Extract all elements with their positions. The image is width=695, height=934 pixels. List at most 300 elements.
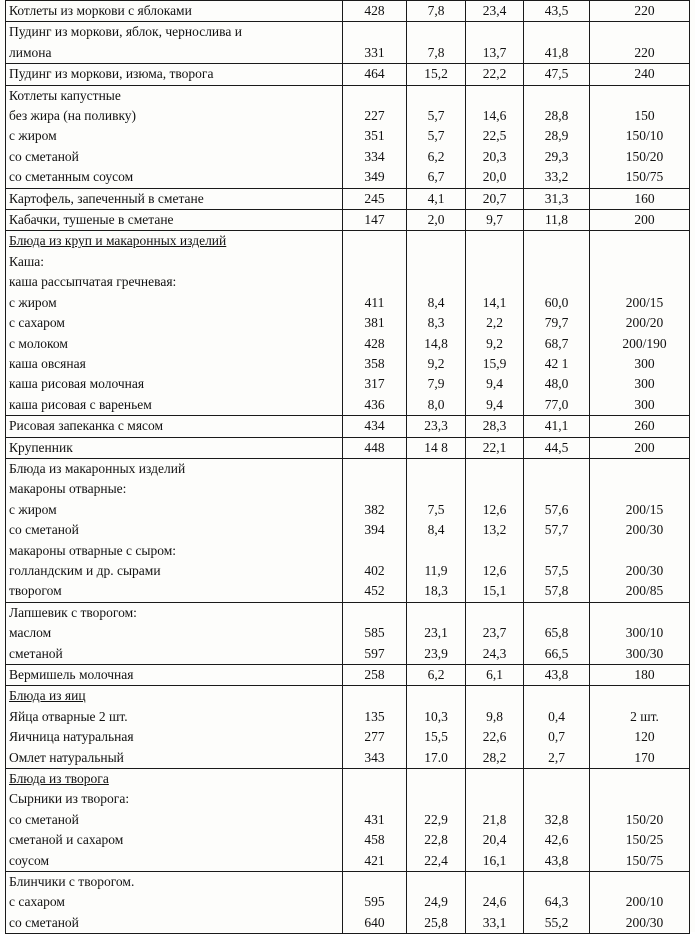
dish-name-cell: Вермишель молочная (6, 665, 343, 686)
portion-cell: 150 (590, 106, 690, 126)
table-row (6, 395, 690, 416)
fat-cell: 12,6 (466, 561, 524, 581)
protein-cell: 22,9 (407, 810, 466, 830)
dish-name-cell: Блинчики с творогом. (6, 872, 343, 893)
table-row (6, 106, 690, 126)
carbs-cell: 42,6 (524, 830, 590, 850)
fat-cell: 2,2 (466, 313, 524, 333)
fat-cell: 16,1 (466, 851, 524, 872)
protein-cell: 15,5 (407, 727, 466, 747)
protein-cell: 7,8 (407, 43, 466, 64)
dish-name-cell: Картофель, запеченный в сметане (6, 188, 343, 209)
fat-cell (466, 769, 524, 790)
portion-cell (590, 479, 690, 499)
protein-cell (407, 458, 466, 479)
carbs-cell: 43,8 (524, 665, 590, 686)
fat-cell: 22,5 (466, 126, 524, 146)
dish-name-cell: соусом (6, 851, 343, 872)
table-row (6, 64, 690, 85)
carbs-cell: 28,8 (524, 106, 590, 126)
table-row (6, 416, 690, 437)
table-row (6, 374, 690, 394)
fat-cell: 28,2 (466, 748, 524, 769)
protein-cell (407, 85, 466, 106)
fat-cell: 14,1 (466, 293, 524, 313)
dish-name-cell: Блюда из макаронных изделий (6, 458, 343, 479)
table-row (6, 334, 690, 354)
table-row (6, 892, 690, 912)
portion-cell: 200/30 (590, 913, 690, 934)
table-group (6, 458, 690, 602)
protein-cell: 18,3 (407, 581, 466, 602)
protein-cell: 7,9 (407, 374, 466, 394)
table-row (6, 789, 690, 809)
dish-name-cell: Пудинг из моркови, изюма, творога (6, 64, 343, 85)
fat-cell (466, 602, 524, 623)
dish-name-cell: каша рассыпчатая гречневая: (6, 272, 343, 292)
calories-cell: 358 (343, 354, 407, 374)
fat-cell: 24,6 (466, 892, 524, 912)
protein-cell: 24,9 (407, 892, 466, 912)
calories-cell (343, 686, 407, 707)
section-header: Блюда из яиц (6, 686, 343, 707)
portion-cell: 200/15 (590, 500, 690, 520)
portion-cell (590, 85, 690, 106)
dish-name-cell: Каша: (6, 252, 343, 272)
dish-name-cell: голландским и др. сырами (6, 561, 343, 581)
calories-cell (343, 789, 407, 809)
dish-name-cell: каша рисовая молочная (6, 374, 343, 394)
portion-cell (590, 686, 690, 707)
protein-cell: 2,0 (407, 210, 466, 231)
portion-cell (590, 22, 690, 43)
table-row (6, 22, 690, 43)
dish-name-cell: сметаной и сахаром (6, 830, 343, 850)
table-row (6, 830, 690, 850)
carbs-cell (524, 252, 590, 272)
portion-cell: 240 (590, 64, 690, 85)
carbs-cell: 43,8 (524, 851, 590, 872)
table-row (6, 272, 690, 292)
portion-cell (590, 541, 690, 561)
dish-name-cell: макароны отварные с сыром: (6, 541, 343, 561)
fat-cell: 15,9 (466, 354, 524, 374)
calories-cell: 245 (343, 188, 407, 209)
portion-cell: 160 (590, 188, 690, 209)
portion-cell: 260 (590, 416, 690, 437)
table-row (6, 210, 690, 231)
table-row (6, 623, 690, 643)
fat-cell: 22,1 (466, 437, 524, 458)
protein-cell (407, 252, 466, 272)
table-row (6, 85, 690, 106)
portion-cell: 200 (590, 210, 690, 231)
calories-cell (343, 85, 407, 106)
table-group (6, 686, 690, 769)
carbs-cell: 0,4 (524, 707, 590, 727)
table-row (6, 126, 690, 146)
portion-cell: 200/30 (590, 520, 690, 540)
portion-cell: 150/10 (590, 126, 690, 146)
table-group (6, 665, 690, 686)
fat-cell: 20,3 (466, 147, 524, 167)
portion-cell (590, 272, 690, 292)
protein-cell (407, 272, 466, 292)
table-group (6, 231, 690, 416)
calories-cell: 317 (343, 374, 407, 394)
dish-name-cell: каша рисовая с вареньем (6, 395, 343, 416)
calories-cell: 436 (343, 395, 407, 416)
table-row (6, 769, 690, 790)
dish-name-cell: с молоком (6, 334, 343, 354)
table-row (6, 354, 690, 374)
carbs-cell (524, 789, 590, 809)
portion-cell: 150/75 (590, 167, 690, 188)
table-row (6, 500, 690, 520)
table-row (6, 581, 690, 602)
protein-cell (407, 541, 466, 561)
portion-cell: 300/30 (590, 644, 690, 665)
calories-cell (343, 231, 407, 252)
fat-cell: 15,1 (466, 581, 524, 602)
dish-name-cell: Омлет натуральный (6, 748, 343, 769)
table-group (6, 872, 690, 934)
carbs-cell (524, 85, 590, 106)
portion-cell: 220 (590, 1, 690, 22)
carbs-cell: 47,5 (524, 64, 590, 85)
carbs-cell: 57,5 (524, 561, 590, 581)
portion-cell: 200/30 (590, 561, 690, 581)
fat-cell: 9,7 (466, 210, 524, 231)
carbs-cell: 66,5 (524, 644, 590, 665)
fat-cell: 28,3 (466, 416, 524, 437)
table-row (6, 541, 690, 561)
dish-name-cell: Сырники из творога: (6, 789, 343, 809)
portion-cell (590, 231, 690, 252)
dish-name-cell: Яичница натуральная (6, 727, 343, 747)
table-group (6, 769, 690, 872)
calories-cell: 448 (343, 437, 407, 458)
carbs-cell: 41,1 (524, 416, 590, 437)
fat-cell (466, 686, 524, 707)
portion-cell: 200/85 (590, 581, 690, 602)
carbs-cell: 55,2 (524, 913, 590, 934)
protein-cell: 6,2 (407, 147, 466, 167)
dish-name-cell: без жира (на поливку) (6, 106, 343, 126)
carbs-cell: 11,8 (524, 210, 590, 231)
protein-cell: 23,9 (407, 644, 466, 665)
table-row (6, 188, 690, 209)
protein-cell: 17.0 (407, 748, 466, 769)
carbs-cell: 60,0 (524, 293, 590, 313)
portion-cell: 120 (590, 727, 690, 747)
fat-cell (466, 872, 524, 893)
fat-cell (466, 252, 524, 272)
calories-cell: 431 (343, 810, 407, 830)
carbs-cell: 57,8 (524, 581, 590, 602)
calories-cell: 394 (343, 520, 407, 540)
calories-cell (343, 769, 407, 790)
calories-cell: 428 (343, 1, 407, 22)
calories-cell: 227 (343, 106, 407, 126)
portion-cell (590, 872, 690, 893)
protein-cell: 9,2 (407, 354, 466, 374)
portion-cell: 300 (590, 374, 690, 394)
fat-cell: 14,6 (466, 106, 524, 126)
calories-cell (343, 272, 407, 292)
carbs-cell: 28,9 (524, 126, 590, 146)
carbs-cell: 77,0 (524, 395, 590, 416)
table-group (6, 210, 690, 231)
dish-name-cell: с жиром (6, 293, 343, 313)
dish-name-cell: творогом (6, 581, 343, 602)
carbs-cell: 68,7 (524, 334, 590, 354)
dish-name-cell: с сахаром (6, 892, 343, 912)
dish-name-cell: Рисовая запеканка с мясом (6, 416, 343, 437)
calories-cell: 349 (343, 167, 407, 188)
protein-cell: 10,3 (407, 707, 466, 727)
fat-cell (466, 479, 524, 499)
protein-cell: 14,8 (407, 334, 466, 354)
table-row (6, 602, 690, 623)
portion-cell: 150/25 (590, 830, 690, 850)
portion-cell: 200/10 (590, 892, 690, 912)
table-group (6, 1, 690, 22)
carbs-cell (524, 602, 590, 623)
carbs-cell: 65,8 (524, 623, 590, 643)
calories-cell (343, 22, 407, 43)
calories-cell: 411 (343, 293, 407, 313)
dish-name-cell: Котлеты из моркови с яблоками (6, 1, 343, 22)
protein-cell: 22,8 (407, 830, 466, 850)
table-row (6, 43, 690, 64)
table-row (6, 727, 690, 747)
protein-cell: 11,9 (407, 561, 466, 581)
table-row (6, 810, 690, 830)
calories-cell: 334 (343, 147, 407, 167)
portion-cell (590, 602, 690, 623)
portion-cell: 200/190 (590, 334, 690, 354)
fat-cell: 23,4 (466, 1, 524, 22)
protein-cell (407, 686, 466, 707)
protein-cell: 8,4 (407, 520, 466, 540)
calories-cell (343, 252, 407, 272)
table-row (6, 561, 690, 581)
calories-cell: 585 (343, 623, 407, 643)
portion-cell (590, 458, 690, 479)
carbs-cell: 44,5 (524, 437, 590, 458)
fat-cell: 33,1 (466, 913, 524, 934)
protein-cell: 8,3 (407, 313, 466, 333)
dish-name-cell: Лапшевик с творогом: (6, 602, 343, 623)
protein-cell: 6,2 (407, 665, 466, 686)
protein-cell: 23,1 (407, 623, 466, 643)
portion-cell: 150/20 (590, 147, 690, 167)
carbs-cell (524, 541, 590, 561)
dish-name-cell: с сахаром (6, 313, 343, 333)
fat-cell: 9,8 (466, 707, 524, 727)
carbs-cell: 32,8 (524, 810, 590, 830)
calories-cell (343, 602, 407, 623)
fat-cell: 20,7 (466, 188, 524, 209)
nutrition-table (5, 0, 690, 934)
calories-cell: 331 (343, 43, 407, 64)
table-group (6, 602, 690, 664)
portion-cell: 300 (590, 395, 690, 416)
carbs-cell: 48,0 (524, 374, 590, 394)
carbs-cell: 0,7 (524, 727, 590, 747)
fat-cell (466, 541, 524, 561)
protein-cell: 7,8 (407, 1, 466, 22)
fat-cell: 21,8 (466, 810, 524, 830)
table-row (6, 913, 690, 934)
fat-cell: 12,6 (466, 500, 524, 520)
portion-cell (590, 769, 690, 790)
table-row (6, 520, 690, 540)
fat-cell (466, 272, 524, 292)
portion-cell (590, 789, 690, 809)
protein-cell: 8,4 (407, 293, 466, 313)
protein-cell (407, 231, 466, 252)
calories-cell: 421 (343, 851, 407, 872)
fat-cell: 9,4 (466, 374, 524, 394)
fat-cell: 6,1 (466, 665, 524, 686)
fat-cell: 20,4 (466, 830, 524, 850)
calories-cell: 458 (343, 830, 407, 850)
table-group (6, 64, 690, 85)
table-row (6, 1, 690, 22)
calories-cell: 135 (343, 707, 407, 727)
dish-name-cell: макароны отварные: (6, 479, 343, 499)
dish-name-cell: со сметаной (6, 147, 343, 167)
dish-name-cell: Котлеты капустные (6, 85, 343, 106)
dish-name-cell: с жиром (6, 126, 343, 146)
carbs-cell: 79,7 (524, 313, 590, 333)
fat-cell: 22,6 (466, 727, 524, 747)
table-row (6, 707, 690, 727)
fat-cell: 9,4 (466, 395, 524, 416)
calories-cell: 147 (343, 210, 407, 231)
table-row (6, 231, 690, 252)
calories-cell: 277 (343, 727, 407, 747)
table-row (6, 665, 690, 686)
portion-cell: 200 (590, 437, 690, 458)
table-group (6, 22, 690, 64)
table-group (6, 416, 690, 437)
protein-cell: 4,1 (407, 188, 466, 209)
table-group (6, 437, 690, 458)
portion-cell: 300/10 (590, 623, 690, 643)
carbs-cell (524, 769, 590, 790)
table-row (6, 479, 690, 499)
dish-name-cell: Яйца отварные 2 шт. (6, 707, 343, 727)
calories-cell: 258 (343, 665, 407, 686)
portion-cell: 200/15 (590, 293, 690, 313)
protein-cell: 5,7 (407, 126, 466, 146)
portion-cell: 150/75 (590, 851, 690, 872)
protein-cell: 7,5 (407, 500, 466, 520)
calories-cell: 402 (343, 561, 407, 581)
dish-name-cell: Пудинг из моркови, яблок, чернослива и (6, 22, 343, 43)
calories-cell: 381 (343, 313, 407, 333)
protein-cell: 23,3 (407, 416, 466, 437)
dish-name-cell: сметаной (6, 644, 343, 665)
protein-cell: 25,8 (407, 913, 466, 934)
calories-cell: 343 (343, 748, 407, 769)
portion-cell: 200/20 (590, 313, 690, 333)
table-group (6, 188, 690, 209)
carbs-cell: 2,7 (524, 748, 590, 769)
carbs-cell: 42 1 (524, 354, 590, 374)
fat-cell (466, 22, 524, 43)
calories-cell: 382 (343, 500, 407, 520)
carbs-cell: 29,3 (524, 147, 590, 167)
section-header: Блюда из творога (6, 769, 343, 790)
fat-cell: 13,7 (466, 43, 524, 64)
dish-name-cell: со сметаной (6, 913, 343, 934)
fat-cell (466, 789, 524, 809)
fat-cell: 9,2 (466, 334, 524, 354)
protein-cell (407, 22, 466, 43)
calories-cell (343, 541, 407, 561)
table-group (6, 85, 690, 188)
carbs-cell: 41,8 (524, 43, 590, 64)
table-row (6, 644, 690, 665)
calories-cell (343, 458, 407, 479)
carbs-cell (524, 479, 590, 499)
dish-name-cell: маслом (6, 623, 343, 643)
table-row (6, 147, 690, 167)
fat-cell: 20,0 (466, 167, 524, 188)
fat-cell: 13,2 (466, 520, 524, 540)
portion-cell: 220 (590, 43, 690, 64)
portion-cell: 150/20 (590, 810, 690, 830)
dish-name-cell: Кабачки, тушеные в сметане (6, 210, 343, 231)
protein-cell: 14 8 (407, 437, 466, 458)
calories-cell: 452 (343, 581, 407, 602)
fat-cell (466, 458, 524, 479)
protein-cell: 8,0 (407, 395, 466, 416)
section-header: Блюда из круп и макаронных изделий (6, 231, 343, 252)
calories-cell: 640 (343, 913, 407, 934)
dish-name-cell: со сметаной (6, 520, 343, 540)
protein-cell: 5,7 (407, 106, 466, 126)
carbs-cell: 33,2 (524, 167, 590, 188)
fat-cell (466, 85, 524, 106)
table-row (6, 748, 690, 769)
protein-cell (407, 789, 466, 809)
table-row (6, 293, 690, 313)
table-row (6, 686, 690, 707)
carbs-cell: 57,6 (524, 500, 590, 520)
fat-cell (466, 231, 524, 252)
calories-cell: 464 (343, 64, 407, 85)
portion-cell: 180 (590, 665, 690, 686)
portion-cell: 2 шт. (590, 707, 690, 727)
carbs-cell (524, 272, 590, 292)
dish-name-cell: со сметаной (6, 810, 343, 830)
carbs-cell (524, 686, 590, 707)
table-row (6, 437, 690, 458)
carbs-cell (524, 22, 590, 43)
table-row (6, 872, 690, 893)
fat-cell: 24,3 (466, 644, 524, 665)
portion-cell (590, 252, 690, 272)
table-row (6, 851, 690, 872)
protein-cell: 22,4 (407, 851, 466, 872)
protein-cell (407, 602, 466, 623)
carbs-cell (524, 872, 590, 893)
